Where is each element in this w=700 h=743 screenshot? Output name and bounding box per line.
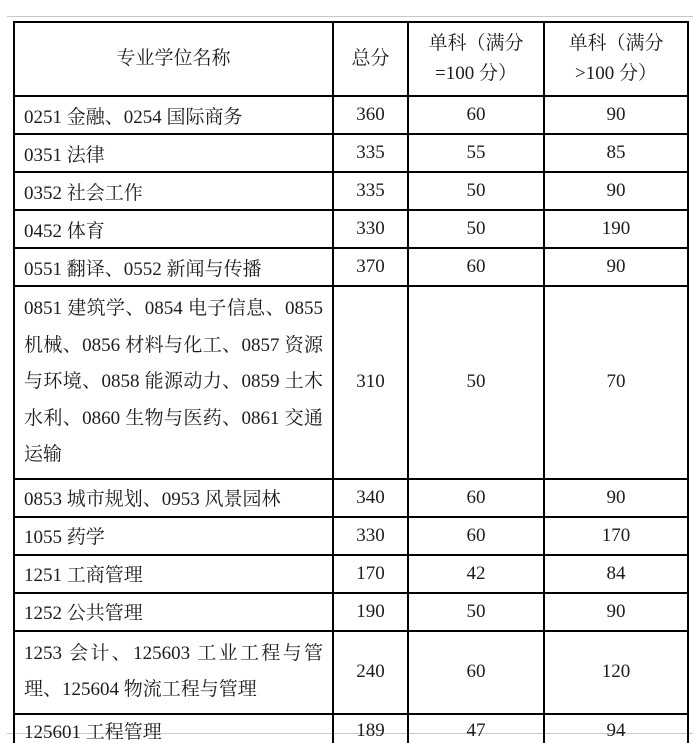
header-single-subject-100 (408, 22, 544, 96)
sub100-cell: 55 (408, 134, 544, 172)
degree-name-cell: 0452 体育 (14, 210, 333, 248)
sub100-cell: 42 (408, 555, 544, 593)
table-row (14, 555, 688, 593)
header-total-score: 总分 (333, 22, 408, 96)
sub100-cell: 47 (408, 714, 544, 743)
total-score-cell: 310 (333, 286, 408, 479)
total-score-cell: 189 (333, 714, 408, 743)
sub100-cell: 50 (408, 593, 544, 631)
degree-name-cell: 0352 社会工作 (14, 172, 333, 210)
degree-name-cell: 0851 建筑学、0854 电子信息、0855 机械、0856 材料与化工、0857 资源与环境、0858 能源动力、0859 土木水利、0860 生物与医药、0861 交通运输 (14, 286, 333, 479)
degree-name-cell: 0251 金融、0254 国际商务 (14, 96, 333, 134)
sub100-cell: 50 (408, 172, 544, 210)
header-single-subject-over-100 (544, 22, 688, 96)
sub100-cell: 60 (408, 96, 544, 134)
sub100-cell: 60 (408, 631, 544, 714)
table-row (14, 96, 688, 134)
subover100-cell: 90 (544, 593, 688, 631)
total-score-cell: 330 (333, 210, 408, 248)
subover100-cell: 85 (544, 134, 688, 172)
total-score-cell: 360 (333, 96, 408, 134)
total-score-cell: 170 (333, 555, 408, 593)
sub100-cell: 60 (408, 248, 544, 286)
subover100-cell: 90 (544, 96, 688, 134)
header-single-subject-100-line2: =100 分） (435, 63, 517, 84)
subover100-cell: 90 (544, 172, 688, 210)
total-score-cell: 335 (333, 172, 408, 210)
header-degree-name: 专业学位名称 (14, 22, 333, 96)
sub100-cell: 50 (408, 286, 544, 479)
top-hairline-divider (7, 16, 693, 17)
total-score-cell: 370 (333, 248, 408, 286)
degree-name-cell: 0551 翻译、0552 新闻与传播 (14, 248, 333, 286)
header-single-subject-over-100-line2: >100 分） (575, 63, 657, 84)
subover100-cell: 190 (544, 210, 688, 248)
header-single-subject-100-line1: 单科（满分 (428, 33, 524, 54)
total-score-cell: 190 (333, 593, 408, 631)
table-row (14, 172, 688, 210)
total-score-cell: 330 (333, 517, 408, 555)
subover100-cell: 70 (544, 286, 688, 479)
table-row (14, 517, 688, 555)
subover100-cell: 90 (544, 248, 688, 286)
degree-name-cell: 0351 法律 (14, 134, 333, 172)
sub100-cell: 50 (408, 210, 544, 248)
subover100-cell: 120 (544, 631, 688, 714)
total-score-cell: 240 (333, 631, 408, 714)
table-row (14, 479, 688, 517)
subover100-cell: 170 (544, 517, 688, 555)
table-row (14, 714, 688, 743)
degree-name-cell: 0853 城市规划、0953 风景园林 (14, 479, 333, 517)
table-row (14, 248, 688, 286)
table-row (14, 210, 688, 248)
degree-name-cell: 1253 会计、125603 工业工程与管理、125604 物流工程与管理 (14, 631, 333, 714)
subover100-cell: 84 (544, 555, 688, 593)
degree-name-cell: 1251 工商管理 (14, 555, 333, 593)
total-score-cell: 335 (333, 134, 408, 172)
degree-name-cell: 125601 工程管理 (14, 714, 333, 743)
table-header-row (14, 22, 688, 96)
admission-score-table (13, 21, 689, 743)
degree-name-cell: 1252 公共管理 (14, 593, 333, 631)
header-single-subject-over-100-line1: 单科（满分 (568, 33, 664, 54)
sub100-cell: 60 (408, 517, 544, 555)
subover100-cell: 90 (544, 479, 688, 517)
degree-name-cell: 1055 药学 (14, 517, 333, 555)
table-row (14, 286, 688, 479)
table-row (14, 631, 688, 714)
sub100-cell: 60 (408, 479, 544, 517)
table-row (14, 134, 688, 172)
total-score-cell: 340 (333, 479, 408, 517)
subover100-cell: 94 (544, 714, 688, 743)
table-row (14, 593, 688, 631)
